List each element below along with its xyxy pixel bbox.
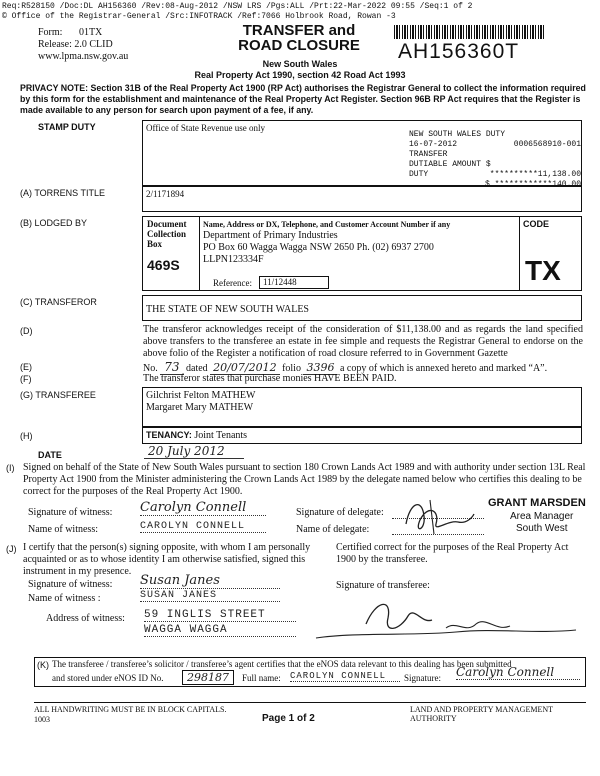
section-f-label: (F)	[20, 374, 32, 384]
form-value: 01TX	[78, 27, 103, 38]
lodged-divider	[199, 217, 200, 290]
witness-certification: I certify that the person(s) signing opposite, with whom I am personally acquainted or as to whose identity I am otherwise satisfied, signed this instrument in my presence.	[23, 542, 311, 577]
code-value: TX	[525, 255, 561, 286]
transferor-label: (C) TRANSFEROR	[20, 297, 97, 307]
privacy-note: PRIVACY NOTE: Section 31B of the Real Property Act 1900 (RP Act) authorises the Registrar General to collect the information required by this form for the establishment and maintenance of the Real Property Act Register. Section 96B RP Act requires that the Register is made available to any person for search upon payment of a fee, if any.	[20, 83, 586, 115]
witness-address-line-1: 59 INGLIS STREET	[144, 609, 296, 622]
gazette-annexure-text: a copy of which is annexed hereto and marked “A”.	[339, 363, 548, 374]
lodged-by-label: (B) LODGED BY	[20, 218, 88, 228]
enos-id-input[interactable]: 298187	[182, 670, 234, 685]
gazette-folio-label: folio	[282, 363, 301, 374]
section-d-label: (D)	[20, 326, 33, 336]
witness-address-line-2: WAGGA WAGGA	[144, 624, 296, 637]
request-line: Req:R528150 /Doc:DL AH156360 /Rev:08-Aug-2012 /NSW LRS /Pgs:ALL /Prt:22-Mar-2022 09:55 /Seq:1 of 2	[2, 2, 473, 11]
code-divider	[519, 217, 520, 290]
duty-label: DUTY	[409, 170, 429, 179]
k-signature-value: Carolyn Connell	[456, 665, 580, 680]
code-label: CODE	[523, 219, 550, 229]
tenancy-box	[142, 427, 582, 444]
release-version: Release: 2.0 CLID	[38, 39, 113, 50]
dcb-line-2: Collection	[147, 229, 186, 239]
j-name-witness-label: Name of witness :	[28, 593, 101, 604]
delegate-signature-mark	[400, 494, 478, 538]
form-code	[38, 27, 102, 38]
enos-certification: The transferee / transferee’s solicitor / transferee’s agent certifies that the eNOS data relevant to this dealing has been submitted	[52, 659, 512, 669]
i-sig-witness-label: Signature of witness:	[28, 507, 113, 518]
address-witness-label: Address of witness:	[46, 613, 125, 624]
website-link[interactable]: www.lpma.nsw.gov.au	[38, 51, 129, 62]
title-line-2: ROAD CLOSURE	[238, 37, 360, 54]
section-h-label: (H)	[20, 431, 33, 441]
j-witness-signature: Susan Janes	[140, 573, 280, 589]
duty-amount: $ ************140.00	[484, 180, 581, 189]
legislation: Real Property Act 1990, section 42 Road Act 1993	[194, 70, 406, 80]
dutiable-amount: **********11,138.00	[489, 170, 581, 179]
lodger-address: PO Box 60 Wagga Wagga NSW 2650 Ph. (02) 6937 2700	[203, 242, 434, 253]
duty-stamp-title: NEW SOUTH WALES DUTY	[409, 130, 506, 139]
k-signature-label: Signature:	[404, 673, 441, 683]
transferee-signature-label: Signature of transferee:	[336, 580, 430, 591]
dcb-line-1: Document	[147, 219, 187, 229]
transferor-value: THE STATE OF NEW SOUTH WALES	[146, 304, 309, 315]
transferee-signatures-mark	[296, 594, 586, 642]
gazette-reference	[143, 360, 583, 374]
delegate-stamp-name: GRANT MARSDEN	[488, 497, 586, 509]
gazette-dated-label: dated	[186, 363, 208, 374]
i-witness-name: CAROLYN CONNELL	[140, 521, 266, 533]
transferee-label: (G) TRANSFEREE	[20, 390, 96, 400]
lodger-name: Department of Primary Industries	[203, 230, 338, 241]
stamp-duty-box	[142, 120, 582, 189]
purchase-monies-statement: The transferor states that purchase monies HAVE BEEN PAID.	[143, 373, 397, 384]
transferor-box	[142, 295, 582, 321]
document-number: AH156360T	[398, 40, 520, 63]
gazette-number: 73	[160, 360, 183, 375]
stamp-duty-label: STAMP DUTY	[38, 122, 96, 132]
full-name-label: Full name:	[242, 673, 281, 683]
lodger-details	[203, 230, 434, 266]
consideration-text: The transferor acknowledges receipt of the consideration of $11,138.00 and as regards the land specified above transfers to the transferee an estate in fee simple and requests the Registrar General to endorse on the above folio of the Register a notification of road closure referred to in Government Gazette	[143, 324, 583, 359]
delegate-stamp-title: Area Manager	[510, 511, 574, 522]
delegate-certification: Signed on behalf of the State of New South Wales pursuant to section 180 Crown Lands Act 1989 and with authority under section 13L Real Property Act 1900 from the Minister administering the Crown Lands Act 1989 by the delegate named below who certifies this dealing to be correct for the purposes of the Real Property Act 1900.	[23, 462, 586, 497]
dcb-line-3: Box	[147, 239, 163, 249]
tenancy-value: Joint Tenants	[194, 430, 248, 441]
form-code-footer: 1003	[34, 715, 50, 724]
form-label: Form:	[38, 27, 63, 38]
form-title	[228, 23, 370, 53]
j-witness-name: SUSAN JANES	[140, 590, 280, 602]
i-witness-signature: Carolyn Connell	[140, 500, 266, 516]
torrens-title-box	[142, 186, 582, 212]
section-k-label: (K)	[37, 660, 49, 670]
delegate-signature-label: Signature of delegate:	[296, 507, 384, 518]
barcode	[394, 25, 546, 39]
tenancy-label: TENANCY:	[146, 430, 192, 440]
lodger-account: LLPN123334F	[203, 254, 264, 265]
reference-value: 11/12448	[259, 276, 329, 289]
dutiable-label: DUTIABLE AMOUNT $	[409, 160, 491, 169]
office-line: © Office of the Registrar-General /Src:INFOTRACK /Ref:7066 Holbrook Road, Rowan -3	[2, 12, 396, 21]
date-label: DATE	[38, 450, 62, 460]
document-collection-box-label	[147, 219, 187, 249]
title-line-1: TRANSFER and	[242, 22, 356, 39]
section-j-label: (J)	[6, 544, 17, 554]
j-sig-witness-label: Signature of witness:	[28, 579, 113, 590]
section-e-label: (E)	[20, 362, 32, 372]
lodged-by-box	[142, 216, 582, 291]
transferee-1: Gilchrist Felton MATHEW	[146, 390, 256, 401]
gazette-folio: 3396	[303, 361, 337, 375]
gazette-date: 20/07/2012	[210, 361, 279, 375]
enos-stored-label: and stored under eNOS ID No.	[52, 673, 164, 683]
duty-stamp	[409, 130, 581, 190]
footer-rule	[34, 702, 586, 703]
transferee-certification: Certified correct for the purposes of the Real Property Act 1900 by the transferee.	[336, 542, 569, 565]
duty-ref: 0006568910-001	[513, 140, 581, 149]
section-i-label: (I)	[6, 463, 15, 473]
date-value: 20 July 2012	[144, 444, 244, 459]
page-total: 2	[309, 713, 315, 724]
lodger-header: Name, Address or DX, Telephone, and Customer Account Number if any	[203, 220, 451, 229]
transferee-box	[142, 387, 582, 427]
reference-label: Reference:	[213, 278, 252, 288]
jurisdiction: New South Wales	[262, 59, 338, 69]
transferee-2: Margaret Mary MATHEW	[146, 402, 254, 413]
delegate-name-label: Name of delegate:	[296, 524, 370, 535]
torrens-title-label: (A) TORRENS TITLE	[20, 188, 106, 198]
tenancy	[146, 430, 247, 441]
delegate-stamp-region: South West	[516, 523, 568, 534]
gazette-no-label: No.	[143, 363, 158, 374]
duty-type: TRANSFER	[409, 150, 448, 159]
duty-stamp-date-row	[409, 140, 581, 150]
transferee-names	[146, 390, 255, 414]
page-label: Page 1 of	[262, 713, 307, 724]
torrens-title-value: 2/1171894	[146, 189, 185, 199]
full-name-value: CAROLYN CONNELL	[290, 671, 400, 682]
i-name-witness-label: Name of witness:	[28, 524, 98, 535]
stamp-duty-office: Office of State Revenue use only	[146, 123, 266, 133]
duty-date: 16-07-2012	[409, 140, 458, 149]
collection-box-number: 469S	[147, 257, 180, 273]
page-indicator	[262, 713, 315, 724]
authority-name: LAND AND PROPERTY MANAGEMENT AUTHORITY	[410, 705, 553, 723]
block-capitals-note: ALL HANDWRITING MUST BE IN BLOCK CAPITALS.	[34, 705, 227, 714]
